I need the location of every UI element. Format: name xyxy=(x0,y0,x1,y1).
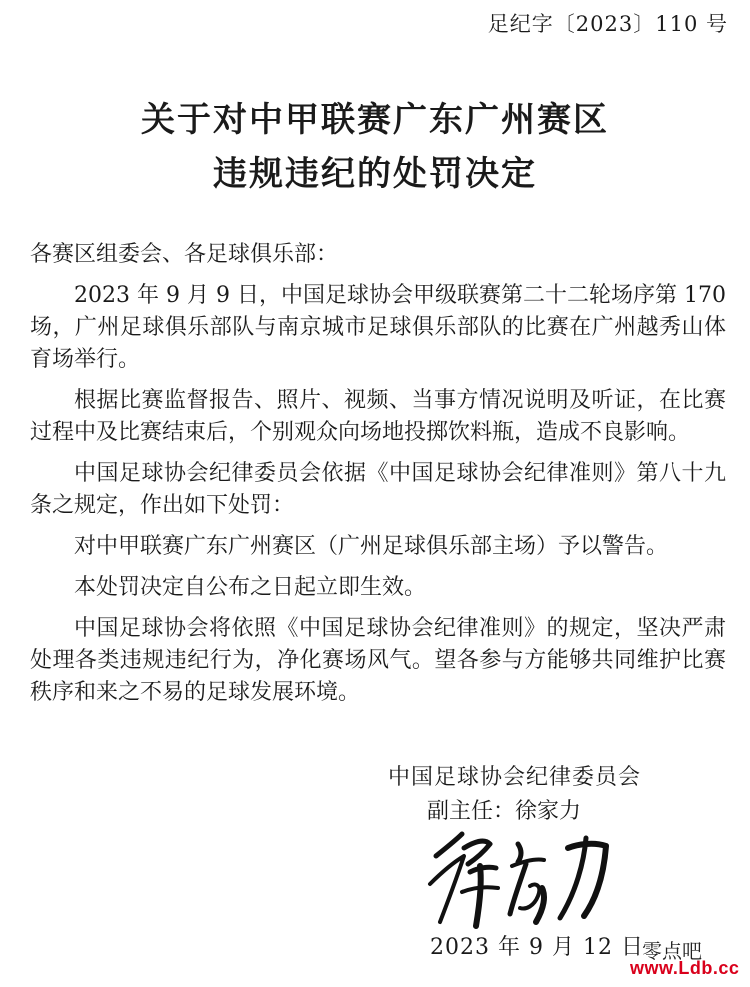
signature-stroke xyxy=(436,834,462,856)
signature-stroke xyxy=(476,866,481,926)
handwritten-signature xyxy=(418,826,628,931)
signature-stroke xyxy=(510,864,526,914)
signature-stroke xyxy=(518,844,521,862)
title-line-1: 关于对中甲联赛广东广州赛区 xyxy=(141,100,609,140)
signature-stroke xyxy=(520,884,539,908)
signature-stroke xyxy=(430,856,464,922)
paragraph-match-info: 2023 年 9 月 9 日，中国足球协会甲级联赛第二十二轮场序第 170 场，广州足球俱乐部队与南京城市足球俱乐部队的比赛在广州越秀山体育场举行。 xyxy=(30,283,726,372)
title-line-2: 违规违纪的处罚决定 xyxy=(213,154,537,194)
signature-stroke xyxy=(568,844,606,916)
signature-stroke xyxy=(560,838,586,918)
signing-organization: 中国足球协会纪律委员会 xyxy=(388,765,642,790)
paragraph-legal-basis: 中国足球协会纪律委员会依据《中国足球协会纪律准则》第八十九条之规定，作出如下处罚： xyxy=(30,461,726,518)
paragraph-findings: 根据比赛监督报告、照片、视频、当事方情况说明及听证，在比赛过程中及比赛结束后，个别观众向场地投掷饮料瓶，造成不良影响。 xyxy=(30,388,726,445)
watermark-url: www.Ldb.cc xyxy=(630,958,740,978)
paragraph-statement: 中国足球协会将依照《中国足球协会纪律准则》的规定，坚决严肃处理各类违规违纪行为，净化赛场风气。望各参与方能够共同维护比赛秩序和来之不易的足球发展环境。 xyxy=(30,616,726,705)
signing-date: 2023 年 9 月 12 日 xyxy=(430,935,644,960)
document-number: 足纪字〔2023〕110 号 xyxy=(487,12,728,36)
signature-stroke xyxy=(464,841,490,864)
document-body xyxy=(30,239,726,718)
salutation: 各赛区组委会、各足球俱乐部： xyxy=(30,242,339,267)
watermark-site-name: 零点吧 xyxy=(642,939,702,963)
signing-person: 副主任：徐家力 xyxy=(427,799,582,824)
paragraph-penalty: 对中甲联赛广东广州赛区（广州足球俱乐部主场）予以警告。 xyxy=(74,534,669,559)
paragraph-effective: 本处罚决定自公布之日起立即生效。 xyxy=(74,575,427,600)
